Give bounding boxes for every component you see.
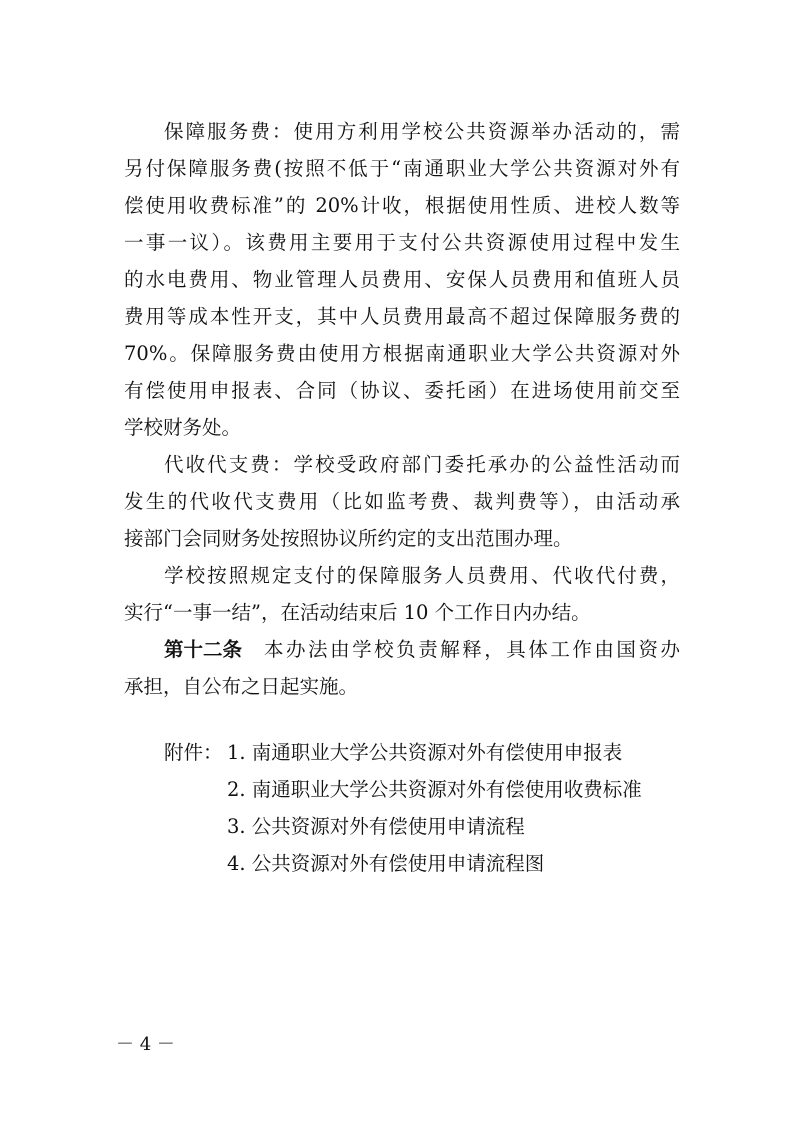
article12-text: 本办法由学校负责解释，具体工作由国资办 <box>264 638 680 661</box>
para1-line-3: 偿使用收费标准”的 20%计收，根据使用性质、进校人数等 <box>124 194 680 217</box>
page-number: － 4 － <box>116 1034 175 1055</box>
article12-heading: 第十二条 <box>164 638 243 661</box>
para3-line-1: 学校按照规定支付的保障服务人员费用、代收代付费， <box>164 564 680 587</box>
attachment-item-1: 1. 南通职业大学公共资源对外有偿使用申报表 <box>227 741 623 764</box>
para1-line-7: 70%。保障服务费由使用方根据南通职业大学公共资源对外 <box>124 342 680 365</box>
attachment-item-4: 4. 公共资源对外有偿使用申请流程图 <box>227 852 545 875</box>
article12-line-2: 承担，自公布之日起实施。 <box>124 675 359 698</box>
para1-line-9: 学校财务处。 <box>124 416 242 439</box>
attachments-label: 附件： <box>164 741 223 764</box>
para1-line-4: 一事一议）。该费用主要用于支付公共资源使用过程中发生 <box>124 231 680 254</box>
attachment-item-2: 2. 南通职业大学公共资源对外有偿使用收费标准 <box>227 778 642 801</box>
article12-line-1 <box>164 630 680 670</box>
para1-line-6: 费用等成本性开支，其中人员费用最高不超过保障服务费的 <box>124 305 680 328</box>
para1-line-5: 的水电费用、物业管理人员费用、安保人员费用和值班人员 <box>124 268 680 291</box>
para2-line-2: 发生的代收代支费用（比如监考费、裁判费等），由活动承 <box>124 490 680 513</box>
attachment-item-3: 3. 公共资源对外有偿使用申请流程 <box>227 815 525 838</box>
para1-line-8: 有偿使用申报表、合同（协议、委托函）在进场使用前交至 <box>124 379 680 402</box>
para2-line-3: 接部门会同财务处按照协议所约定的支出范围办理。 <box>124 527 573 550</box>
para2-line-1: 代收代支费：学校受政府部门委托承办的公益性活动而 <box>164 453 680 476</box>
para1-line-2: 另付保障服务费(按照不低于“南通职业大学公共资源对外有 <box>124 157 680 180</box>
para3-line-2: 实行“一事一结”，在活动结束后 10 个工作日内办结。 <box>124 601 591 624</box>
para1-line-1: 保障服务费：使用方利用学校公共资源举办活动的，需 <box>164 120 680 143</box>
